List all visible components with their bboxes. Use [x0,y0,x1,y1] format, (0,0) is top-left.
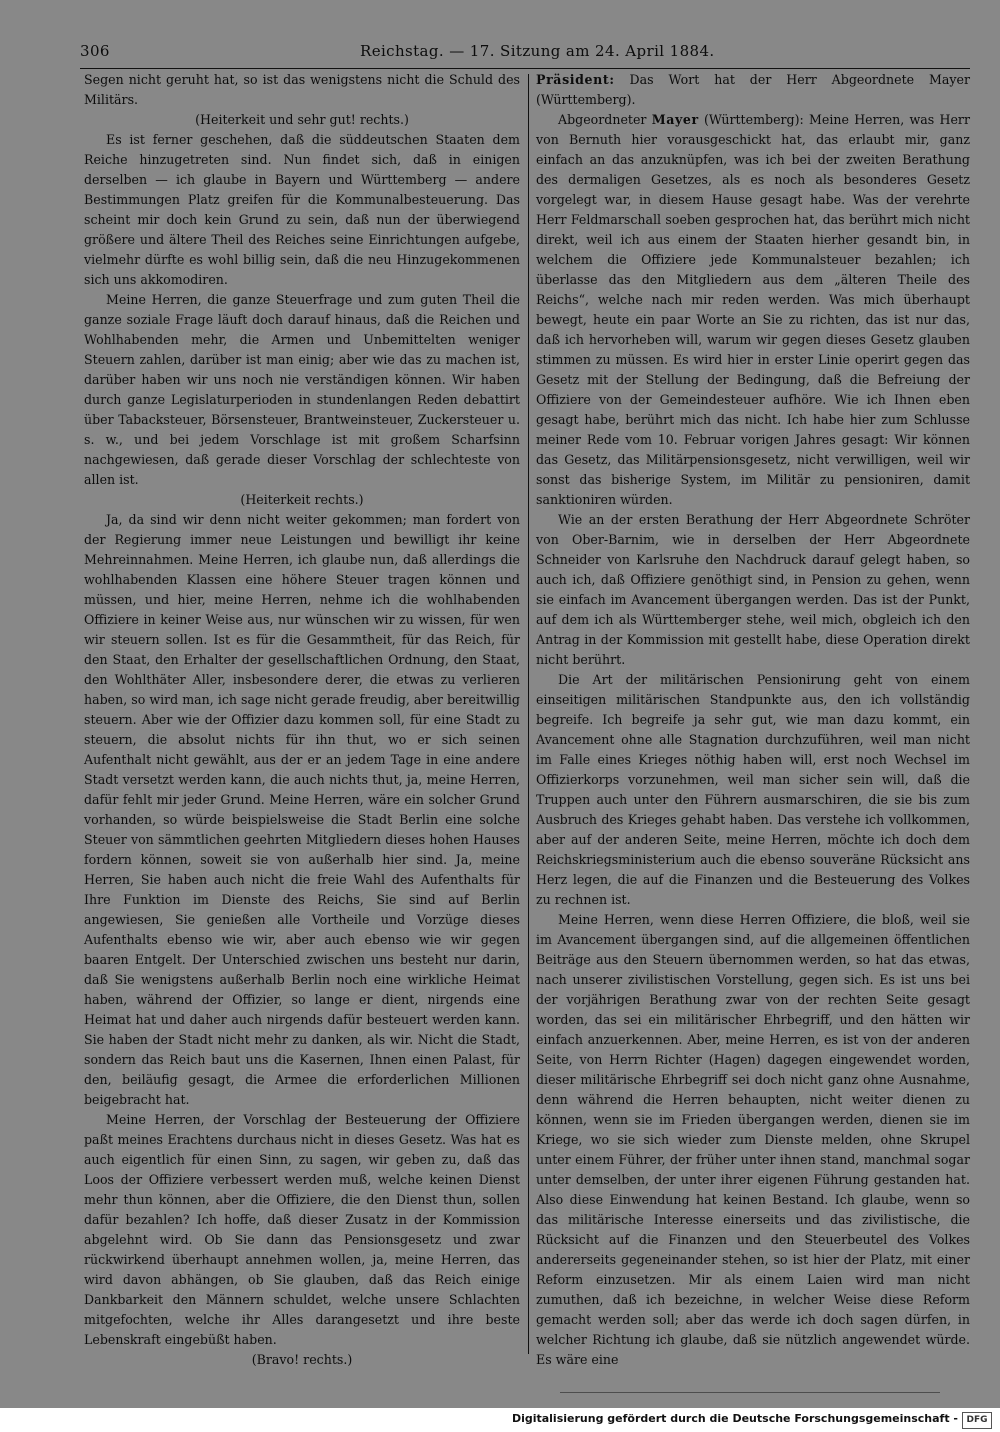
paragraph-text: Ja, da sind wir denn nicht weiter gekommen; man fordert von der Regierung immer neue Leistungen und bewilligt ihr keine Mehreinnahmen. Meine Herren, ich glaube nun, daß allerdings die wohlhabenden Klassen eine höhere Steuer tragen können und müssen, und hier, meine Herren, nehme ich die wohlhabenden Offiziere in keiner Weise aus, nur wünschen wir zu wissen, für wen wir steuern sollen. Ist es für die Gesammtheit, für das Reich, für den Staat, den Erhalter der gesellschaftlichen Ordnung, den Staat, den Wohlthäter Aller, insbesondere derer, die etwas zu verlieren haben, so wird man, ich sage nicht gerade freudig, aber bereitwillig steuern. Aber wie der Offizier dazu kommen soll, für eine Stadt zu steuern, die absolut nichts für ihn thut, wo er sich seinen Aufenthalt nicht gewählt, aus der er an jedem Tage in eine andere Stadt versetzt werden kann, die auch nichts thut, ja, meine Herren, dafür fehlt mir jeder Grund. Meine Herren, wäre ein solcher Grund vorhanden, so würde beispielsweise die Stadt Berlin eine solche Steuer von sämmtlichen geehrten Mitgliedern dieses hohen Hauses fordern können, soweit sie von außerhalb hier sind. Ja, meine Herren, Sie haben auch nicht die freie Wahl des Aufenthalts für Ihre Funktion im Dienste des Reichs, Sie sind auf Berlin angewiesen, Sie genießen alle Vortheile und Vorzüge dieses Aufenthalts ebenso wie wir, aber auch ebenso wie wir gegen baaren Entgelt. Der Unterschied zwischen uns besteht nur darin, daß Sie wenigstens außerhalb Berlin noch eine wirkliche Heimat haben, während der Offizier, so lange er dient, nirgends eine Heimat hat und daher auch nirgends dafür besteuert werden kann. Sie haben der Stadt nicht mehr zu danken, als wir. Nicht die Stadt, sondern das Reich baut uns die Kasernen, Ihnen einen Palast, für den, beiläufig gesagt, die Armee die erforderlichen Millionen beigebracht hat. [84,512,520,1107]
paragraph [536,510,970,670]
footer-credit: Digitalisierung gefördert durch die Deutsche Forschungsgemeinschaft - [511,1412,958,1425]
paragraph [536,670,970,910]
header-rule [80,68,970,69]
paragraph-text: Meine Herren, der Vorschlag der Besteuerung der Offiziere paßt meines Erachtens durchaus nicht in dieses Gesetz. Was hat es auch eigentlich für einen Sinn, zu sagen, wir geben zu, daß das Loos der Offiziere verbessert werden muß, welche keinen Dienst mehr thun können, aber die Offiziere, die den Dienst thun, sollen dafür bezahlen? Ich hoffe, daß dieser Zusatz in der Kommission abgelehnt wird. Ob Sie dann das Pensionsgesetz und zwar rückwirkend überhaupt annehmen wollen, ja, meine Herren, das wird davon abhängen, ob Sie glauben, daß das Reich einige Dankbarkeit den Männern schuldet, welche unsere Schlachten mitgefochten, welche ihr Alles darangesetzt und ihre beste Lebenskraft eingebüßt haben. [84,1112,520,1347]
paragraph-text: Wie an der ersten Berathung der Herr Abgeordnete Schröter von Ober-Barnim, wie in derselben der Herr Abgeordnete Schneider von Karlsruhe den Nachdruck darauf gelegt haben, so auch ich, daß Offiziere genöthigt sind, in Pension zu gehen, wenn sie einfach im Avancement übergangen werden. Das ist der Punkt, auf dem ich als Württemberger stehe, weil mich, obgleich ich den Antrag in der Kommission mit gestellt habe, diese Operation direkt nicht berührt. [536,512,970,667]
paragraph-text: (Heiterkeit rechts.) [240,492,364,507]
digitization-footer [0,1408,1000,1432]
paragraph-text: Segen nicht geruht hat, so ist das wenigstens nicht die Schuld des Militärs. [84,72,520,107]
speaker-name: Mayer [651,112,699,127]
paragraph [84,510,520,1110]
column-divider [528,74,529,1354]
dfg-logo: DFG [962,1412,992,1429]
speaker-name: Präsident: [536,72,615,87]
paragraph-text: Die Art der militärischen Pensionirung geht von einem einseitigen militärischen Standpunkte aus, den ich vollständig begreife. Ich begreife ja sehr gut, wie man dazu kommt, ein Avancement ohne alle Stagnation durchzuführen, weil man nicht im Falle eines Krieges nöthig haben will, erst noch Wechsel im Offizierkorps vorzunehmen, weil man sicher sein will, daß die Truppen auch unter den Führern ausmarschiren, die sie bis zum Ausbruch des Krieges gehabt haben. Das verstehe ich vollkommen, aber auf der anderen Seite, meine Herren, möchte ich doch dem Reichskriegsministerium auch die ebenso souveräne Rücksicht ans Herz legen, die auf die Finanzen und die Besteuerung des Volkes zu rechnen ist. [536,672,970,907]
right-column [536,70,970,1367]
paragraph [84,290,520,490]
paragraph-text: (Heiterkeit und sehr gut! rechts.) [195,112,409,127]
paragraph [536,110,970,510]
reaction-note [84,110,520,130]
paragraph-text: Es ist ferner geschehen, daß die süddeutschen Staaten dem Reiche hinzugetreten sind. Nun findet sich, daß in einigen derselben — ich glaube in Bayern und Württemberg — andere Bestimmungen Platz greifen für die Kommunalbesteuerung. Das scheint mir doch kein Grund zu sein, daß nun der überwiegend größere und ältere Theil des Reiches seine Einrichtungen aufgebe, vielmehr dürfte es wohl billig sein, daß die neu Hinzugekommenen sich uns akkomodiren. [84,132,520,287]
bottom-rule [560,1392,940,1393]
page-number: 306 [80,42,110,60]
speaker-prefix: Abgeordneter [558,112,647,127]
paragraph [536,910,970,1370]
paragraph-text: Das Wort hat der Herr Abgeordnete Mayer (Württemberg). [536,72,970,107]
page-header [80,40,968,70]
left-column [84,70,520,1367]
paragraph-text: (Bravo! rechts.) [251,1352,353,1367]
paragraph-text: Meine Herren, die ganze Steuerfrage und zum guten Theil die ganze soziale Frage läuft doch darauf hinaus, daß die Reichen und Wohlhabenden mehr, die Armen und Unbemittelten weniger Steuern zahlen, darüber ist man einig; aber wie das zu machen ist, darüber haben wir uns noch nie verständigen können. Wir haben durch ganze Legislaturperioden in stundenlangen Reden debattirt über Tabacksteuer, Börsensteuer, Brantweinsteuer, Zuckersteuer u. s. w., und bei jedem Vorschlage ist mit großem Scharfsinn nachgewiesen, daß gerade dieser Vorschlag der schlechteste von allen ist. [84,292,520,487]
paragraph [536,70,970,110]
reaction-note [84,490,520,510]
running-title: Reichstag. — 17. Sitzung am 24. April 1884. [360,42,715,60]
paragraph-text: (Württemberg): Meine Herren, was Herr von Bernuth hier vorausgeschickt hat, das erlaubt mir, ganz einfach an das anzuknüpfen, was ich bei der zweiten Berathung des dermaligen Gesetzes, als es noch als besonderes Gesetz vorgelegt war, in diesem Hause gesagt habe. Was der verehrte Herr Feldmarschall soeben gesprochen hat, das berührt mich nicht direkt, weil ich aus einem der Staaten hierher gesandt bin, in welchem die Offiziere jede Kommunalsteuer bezahlen; ich überlasse das den Mitgliedern aus dem „älteren Theile des Reichs“, welche nach mir reden werden. Was mich überhaupt bewegt, heute ein paar Worte an Sie zu richten, das ist nur das, daß ich hervorheben will, warum wir gegen dieses Gesetz glauben stimmen zu müssen. Es wird hier in erster Linie operirt gegen das Gesetz mit der Stellung der Bedingung, daß die Befreiung der Offiziere von der Gemeindesteuer aufhöre. Wie ich Ihnen eben gesagt habe, berührt mich das nicht. Ich habe hier zum Schlusse meiner Rede vom 10. Februar vorigen Jahres gesagt: Wir können das Gesetz, das Militärpensionsgesetz, nicht verwilligen, weil wir sonst das bisherige System, im Militär zu pensioniren, damit sanktioniren würden. [536,112,970,507]
paragraph-text: Meine Herren, wenn diese Herren Offiziere, die bloß, weil sie im Avancement übergangen sind, auf die allgemeinen öffentlichen Beiträge aus den Steuern übernommen werden, so hat das etwas, nach unserer zivilistischen Vorstellung, gegen sich. Es ist uns bei der vorjährigen Berathung zwar von der rechten Seite gesagt worden, das sei ein militärischer Ehrbegriff, und den hätten wir einfach anzuerkennen. Aber, meine Herren, es ist von der anderen Seite, von Herrn Richter (Hagen) dagegen eingewendet worden, dieser militärische Ehrbegriff sei doch nicht ganz ohne Ausnahme, denn während die Herren behaupten, nicht weiter dienen zu können, wenn sie im Frieden übergangen werden, dienen sie im Kriege, wo sie sich wieder zum Dienste melden, ohne Skrupel unter einem Führer, der früher unter ihnen stand, manchmal sogar unter demselben, der unter ihrer eigenen Führung gestanden hat. Also diese Einwendung hat keinen Bestand. Ich glaube, wenn so das militärische Interesse einerseits und das zivilistische, die Rücksicht auf die Finanzen und den Steuerbeutel des Volkes andererseits gegeneinander stehen, so ist hier der Platz, mit einer Reform einzusetzen. Mir als einem Laien wird man nicht zumuthen, daß ich bezeichne, in welcher Weise diese Reform gemacht werden soll; aber das werde ich doch sagen dürfen, in welcher Richtung ich glaube, daß sie nützlich angewendet würde. Es wäre eine [536,912,970,1367]
reaction-note [84,1350,520,1370]
paragraph [84,130,520,290]
paragraph [84,70,520,110]
paragraph [84,1110,520,1350]
